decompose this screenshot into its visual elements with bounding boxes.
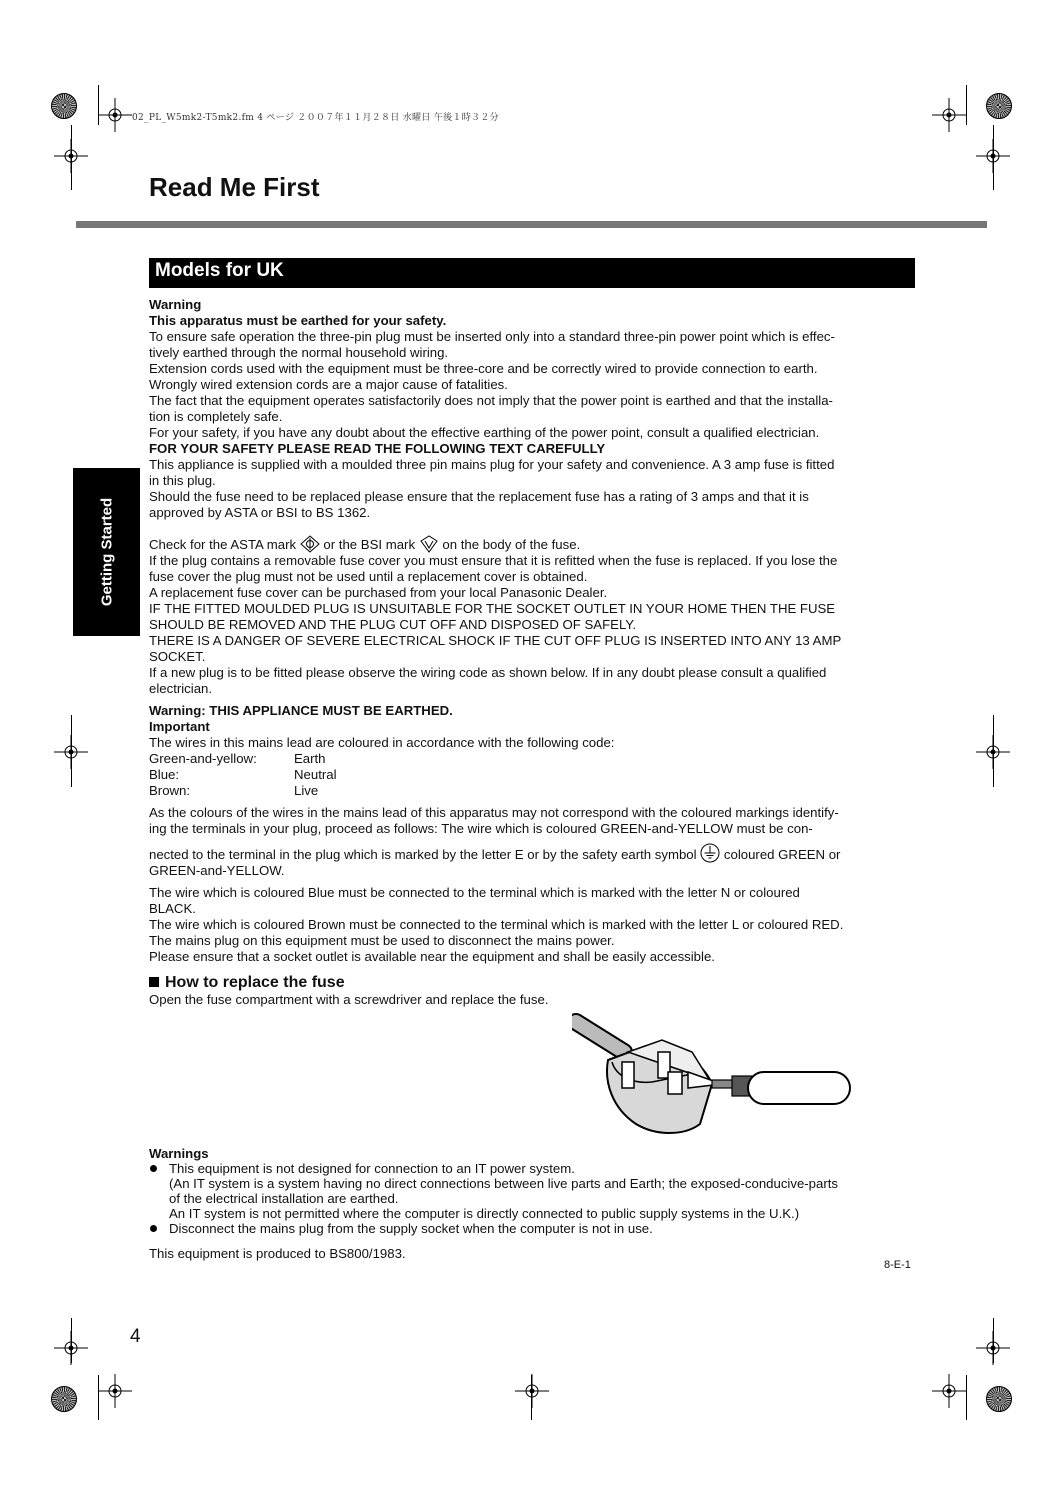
paragraph: ing the terminals in your plug, proceed as follows: The wire which is coloured GREEN-and-YELLOW must be con- — [149, 821, 813, 836]
must-earth-warning: Warning: THIS APPLIANCE MUST BE EARTHED. — [149, 703, 453, 718]
read-carefully-heading: FOR YOUR SAFETY PLEASE READ THE FOLLOWING TEXT CAREFULLY — [149, 441, 606, 456]
plug-screwdriver-illustration — [572, 1012, 862, 1142]
paragraph: electrician. — [149, 681, 213, 696]
file-info: 02_PL_W5mk2-T5mk2.fm 4 ページ ２００７年１１月２８日 水曜日 午後１時３２分 — [132, 113, 499, 123]
paragraph: For your safety, if you have any doubt about the effective earthing of the power point, consult a qualified electrician. — [149, 425, 820, 440]
paragraph: IF THE FITTED MOULDED PLUG IS UNSUITABLE FOR THE SOCKET OUTLET IN YOUR HOME THEN THE FUSE — [149, 601, 836, 616]
paragraph: coloured GREEN or — [723, 847, 841, 862]
wire-function: Earth — [294, 751, 326, 766]
warning-subtext: An IT system is not permitted where the computer is directly connected to public supply systems in the U.K.) — [169, 1206, 800, 1221]
paragraph: BLACK. — [149, 901, 196, 916]
paragraph: in this plug. — [149, 473, 216, 488]
paragraph: Wrongly wired extension cords are a major cause of fatalities. — [149, 377, 508, 392]
paragraph: fuse cover the plug must not be used until a replacement cover is obtained. — [149, 569, 588, 584]
registration-crosshair-icon — [976, 735, 1010, 769]
paragraph: If a new plug is to be fitted please observe the wiring code as shown below. If in any doubt please consult a qualified — [149, 665, 827, 680]
bsi-kitemark-icon — [419, 535, 439, 553]
check-text-2: or the BSI mark — [323, 537, 416, 552]
section-title: Models for UK — [155, 260, 284, 281]
side-tab — [73, 468, 140, 636]
square-bullet-icon — [149, 977, 159, 987]
fuse-mark-line — [149, 535, 919, 553]
paragraph: A replacement fuse cover can be purchased from your local Panasonic Dealer. — [149, 585, 608, 600]
registration-crosshair-icon — [98, 1374, 132, 1408]
registration-crosshair-icon — [54, 735, 88, 769]
paragraph: If the plug contains a removable fuse cover you must ensure that it is refitted when the fuse is replaced. If you lose the — [149, 553, 838, 568]
registration-crosshair-icon — [54, 1331, 88, 1365]
paragraph: To ensure safe operation the three-pin plug must be inserted only into a standard three-pin power point which is effec- — [149, 329, 835, 344]
paragraph: tively earthed through the normal household wiring. — [149, 345, 449, 360]
warning-subtext: of the electrical installation are earthed. — [169, 1191, 399, 1206]
registration-rosette-icon — [51, 1386, 77, 1412]
paragraph: approved by ASTA or BSI to BS 1362. — [149, 505, 371, 520]
wire-code-row — [149, 751, 919, 767]
warning-item — [149, 1161, 919, 1176]
paragraph: Extension cords used with the equipment must be three-core and be correctly wired to provide connection to earth. — [149, 361, 818, 376]
bullet-dot-icon — [149, 1161, 169, 1176]
fuse-heading-label: How to replace the fuse — [165, 974, 345, 991]
paragraph: THERE IS A DANGER OF SEVERE ELECTRICAL SHOCK IF THE CUT OFF PLUG IS INSERTED INTO ANY 13 AMP — [149, 633, 842, 648]
warnings-label: Warnings — [149, 1146, 209, 1161]
paragraph: Should the fuse need to be replaced please ensure that the replacement fuse has a rating of 3 amps and that it is — [149, 489, 809, 504]
registration-crosshair-icon — [515, 1374, 549, 1408]
paragraph: SHOULD BE REMOVED AND THE PLUG CUT OFF AND DISPOSED OF SAFELY. — [149, 617, 637, 632]
paragraph: tion is completely safe. — [149, 409, 283, 424]
earth-symbol-line — [149, 843, 919, 863]
check-text-1: Check for the ASTA mark — [149, 537, 297, 552]
warning-text: This equipment is not designed for connection to an IT power system. — [169, 1161, 575, 1176]
section-header — [149, 258, 915, 288]
earthed-notice: This apparatus must be earthed for your safety. — [149, 313, 447, 328]
earth-symbol-icon — [700, 843, 720, 863]
wire-colour: Brown: — [149, 783, 191, 798]
warning-item — [149, 1221, 919, 1236]
registration-rosette-icon — [51, 93, 77, 119]
paragraph: nected to the terminal in the plug which is marked by the letter E or by the safety earth symbol — [149, 847, 697, 862]
crop-mark — [966, 1375, 967, 1420]
warnings-block — [149, 1146, 919, 1261]
wire-function: Live — [294, 783, 319, 798]
registration-rosette-icon — [986, 1386, 1012, 1412]
crop-mark — [966, 85, 967, 125]
warning-text: Disconnect the mains plug from the supply socket when the computer is not in use. — [169, 1221, 653, 1236]
page-title: Read Me First — [149, 172, 320, 202]
side-tab-label: Getting Started — [98, 497, 115, 607]
check-text-3: on the body of the fuse. — [442, 537, 581, 552]
registration-crosshair-icon — [54, 139, 88, 173]
fuse-heading — [149, 973, 919, 992]
paragraph: As the colours of the wires in the mains lead of this apparatus may not correspond with the coloured markings identify- — [149, 805, 839, 820]
registration-crosshair-icon — [98, 98, 132, 132]
important-label: Important — [149, 719, 210, 734]
standard-note: This equipment is produced to BS800/1983. — [149, 1246, 406, 1261]
fuse-instruction: Open the fuse compartment with a screwdriver and replace the fuse. — [149, 992, 549, 1007]
paragraph: The mains plug on this equipment must be used to disconnect the mains power. — [149, 933, 615, 948]
paragraph: The fact that the equipment operates satisfactorily does not imply that the power point is earthed and that the installa- — [149, 393, 833, 408]
asta-mark-icon — [300, 535, 320, 553]
page-number: 4 — [130, 1326, 141, 1347]
registration-rosette-icon — [986, 93, 1012, 119]
paragraph: SOCKET. — [149, 649, 206, 664]
wire-colour: Blue: — [149, 767, 180, 782]
wire-code-row — [149, 783, 919, 799]
paragraph: The wire which is coloured Blue must be connected to the terminal which is marked with the letter N or coloured — [149, 885, 800, 900]
warning-subtext: (An IT system is a system having no direct connections between live parts and Earth; the exposed-conducive-parts — [169, 1176, 838, 1191]
wire-function: Neutral — [294, 767, 337, 782]
document-code: 8-E-1 — [884, 1259, 911, 1271]
paragraph: GREEN-and-YELLOW. — [149, 863, 285, 878]
title-rule — [76, 221, 987, 228]
wire-colour: Green-and-yellow: — [149, 751, 257, 766]
registration-crosshair-icon — [932, 98, 966, 132]
paragraph: The wire which is coloured Brown must be connected to the terminal which is marked with the letter L or coloured RED. — [149, 917, 844, 932]
bullet-dot-icon — [149, 1221, 169, 1236]
registration-crosshair-icon — [976, 139, 1010, 173]
body-content — [149, 297, 919, 1008]
registration-crosshair-icon — [932, 1374, 966, 1408]
registration-crosshair-icon — [976, 1331, 1010, 1365]
paragraph: Please ensure that a socket outlet is available near the equipment and shall be easily accessible. — [149, 949, 715, 964]
warning-label: Warning — [149, 297, 202, 312]
paragraph: The wires in this mains lead are coloured in accordance with the following code: — [149, 735, 615, 750]
wire-code-row — [149, 767, 919, 783]
paragraph: This appliance is supplied with a moulded three pin mains plug for your safety and convenience. A 3 amp fuse is fitted — [149, 457, 835, 472]
